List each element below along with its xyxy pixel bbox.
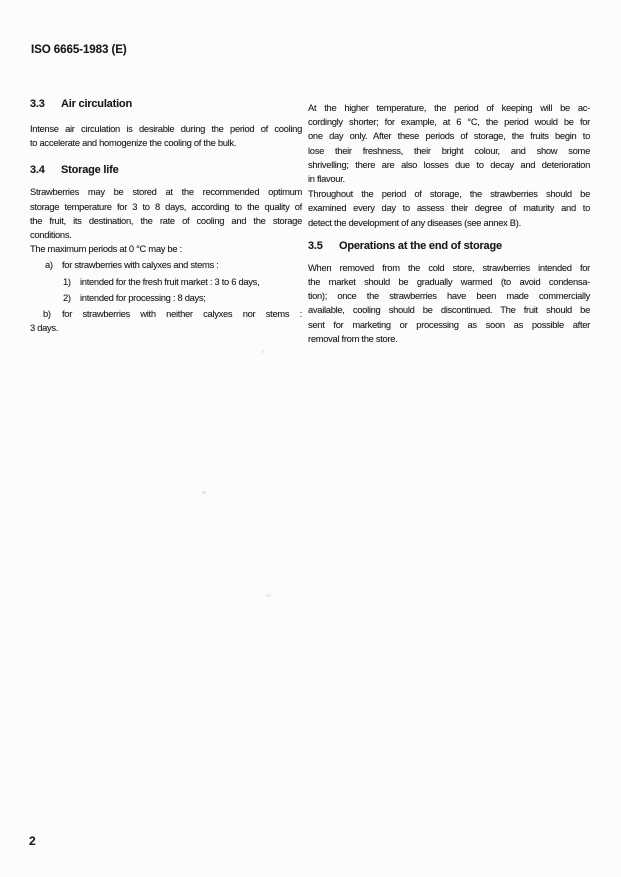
section-title: Air circulation — [61, 98, 132, 110]
paragraph-storage-life: Strawberries may be stored at the recommended optimum storage temperature for 3 to 8 days, according to the quality of the fruit, its destination, the rate of cooling and the storage conditions. — [30, 186, 302, 241]
list-text: for strawberries with calyxes and stems : — [62, 259, 219, 271]
column-right — [308, 98, 590, 346]
list-item-b — [30, 307, 302, 321]
list-text: intended for the fresh fruit market : 3 to 6 days, — [80, 275, 260, 287]
page-number: 2 — [29, 834, 36, 848]
paragraph-end-of-storage: When removed from the cold store, strawberries intended for the market should be gradually warmed (to avoid condensa- tion); once the strawberries have been made commercially available, cooling should be discontinued. The fruit should be sent for marketing or processing as soon as possible after removal from the store. — [308, 261, 590, 344]
section-number: 3.3 — [30, 98, 45, 110]
section-number: 3.5 — [308, 239, 323, 252]
list-marker: 2) — [63, 291, 71, 303]
paragraph-daily-examination: Throughout the period of storage, the strawberries should be examined every day to assess their degree of maturity and to detect the development of any diseases (see annex B). — [308, 188, 590, 228]
section-3-3-heading — [30, 98, 302, 111]
scan-speck — [266, 594, 271, 597]
section-title: Operations at the end of storage — [339, 239, 502, 252]
list-item-b-continuation: 3 days. — [30, 322, 59, 334]
list-marker: a) — [45, 259, 53, 271]
section-title: Storage life — [61, 163, 119, 176]
list-marker: 1) — [63, 275, 71, 287]
scan-speck — [261, 350, 264, 353]
section-number: 3.4 — [30, 163, 45, 176]
paragraph-air-circulation: Intense air circulation is desirable during the period of cooling to accelerate and homogenize the cooling of the bulk. — [30, 123, 302, 149]
document-reference: ISO 6665-1983 (E) — [31, 43, 127, 56]
list-item-a2 — [30, 291, 302, 305]
paragraph-higher-temperature: At the higher temperature, the period of keeping will be ac- cordingly shorter; for example, at 6 °C, the period would be for one day only. After these periods of storage, the fruits begin to lose their freshness, their bright colour, and show some shrivelling; there are also losses due to decay and deterioration in flavour. — [308, 102, 590, 185]
list-item-a — [30, 258, 302, 272]
paragraph-maximum-periods: The maximum periods at 0 °C may be : — [30, 243, 182, 255]
section-3-4-heading — [30, 164, 302, 177]
column-left — [30, 98, 302, 335]
list-item-a1 — [30, 275, 302, 289]
list-text: for strawberries with neither calyxes nor stems : — [62, 308, 302, 320]
scan-speck — [202, 491, 206, 494]
list-marker: b) — [43, 308, 51, 320]
section-3-5-heading — [308, 240, 590, 253]
list-text: intended for processing : 8 days; — [80, 291, 206, 303]
